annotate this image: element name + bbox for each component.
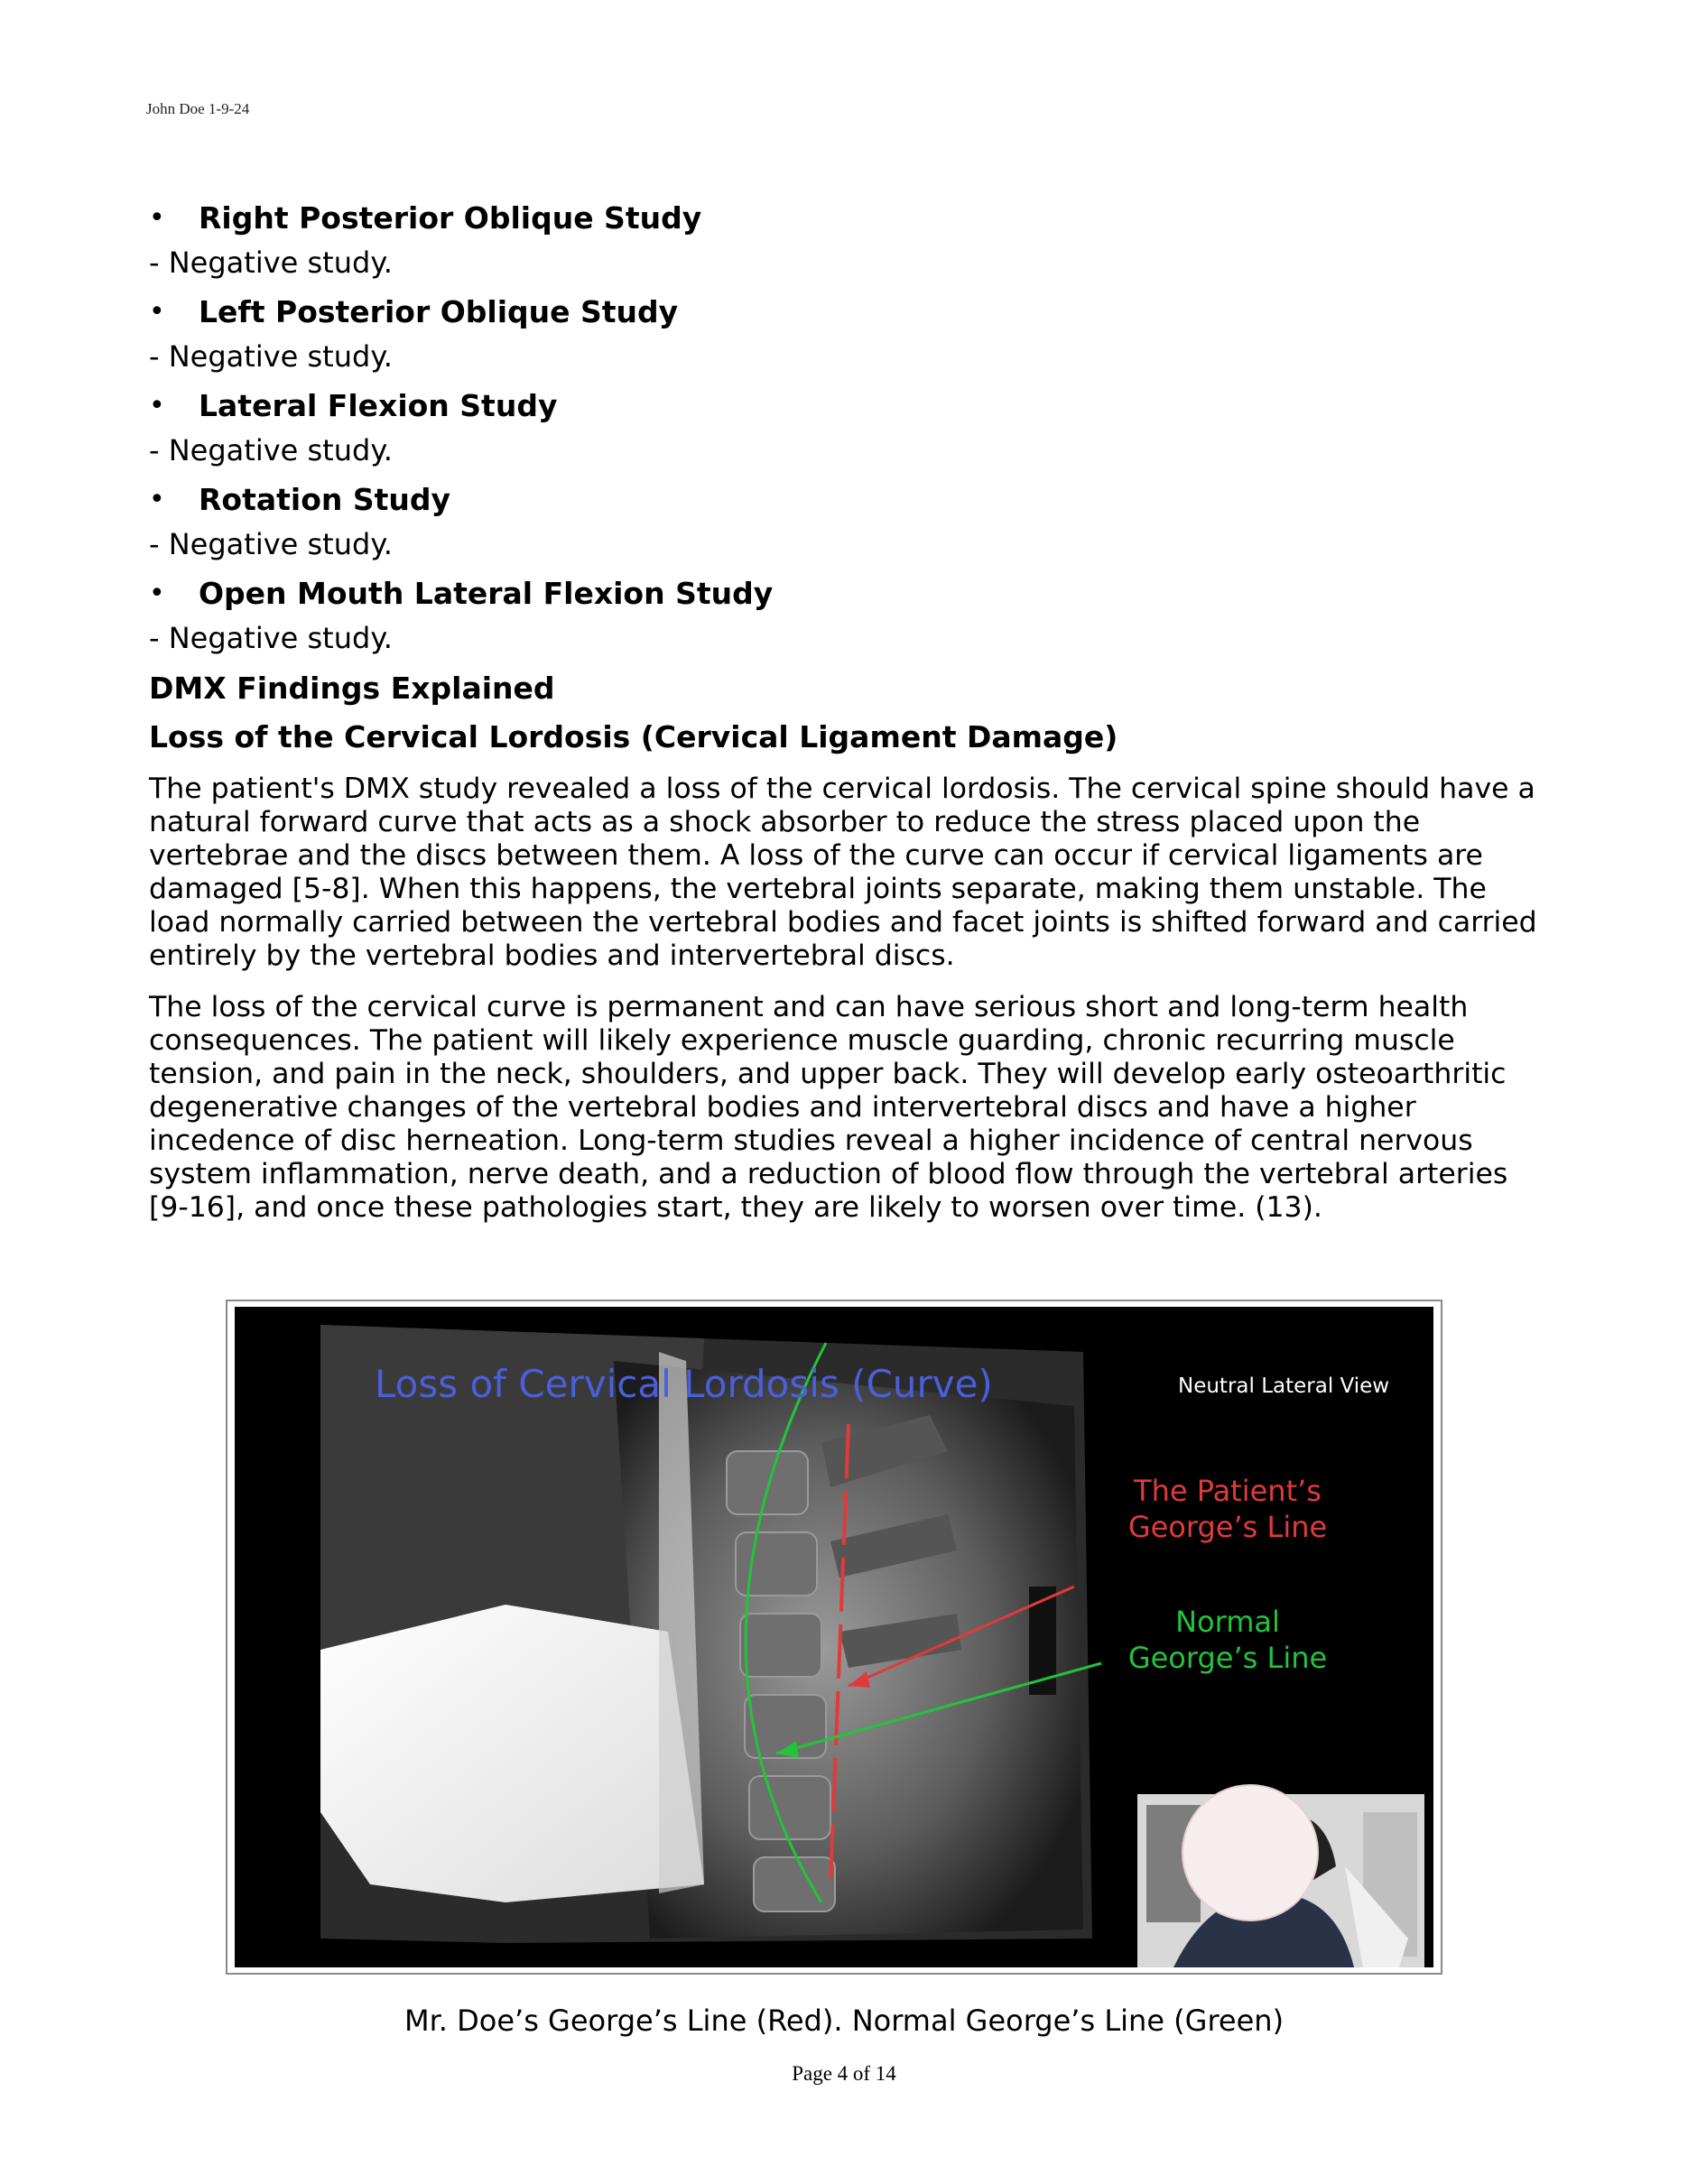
study-item — [149, 197, 1539, 285]
normal-line-label-1: Normal — [1175, 1605, 1280, 1639]
patient-line-label-2: George’s Line — [1127, 1510, 1328, 1544]
patient-line-label-1: The Patient’s — [1134, 1474, 1322, 1508]
study-result: - Negative study. — [149, 621, 393, 655]
study-item — [149, 572, 1539, 661]
bullet-icon: • — [149, 484, 165, 515]
study-title: • Rotation Study — [149, 478, 1539, 522]
webcam-inset — [1137, 1785, 1424, 1967]
body-paragraph: The patient's DMX study revealed a loss of the cervical lordosis. The cervical spine should have a natural forward curve that acts as a shock absorber to reduce the stress placed upon the vertebrae and the discs between them. A loss of the curve can occur if cervical ligaments are damaged [5-8]. When this happens, the vertebral joints separate, making them unstable. The load normally carried between the vertebral bodies and facet joints is shifted forward and carried entirely by the vertebral bodies and intervertebral discs. — [149, 773, 1537, 972]
study-title: • Right Posterior Oblique Study — [149, 197, 1539, 240]
document-body — [149, 193, 1539, 1225]
study-title: • Lateral Flexion Study — [149, 384, 1539, 428]
view-label: Neutral Lateral View — [1178, 1374, 1390, 1398]
figure-title: Loss of Cervical Lordosis (Curve) — [375, 1362, 993, 1406]
figure-caption: Mr. Doe’s George’s Line (Red). Normal George’s Line (Green) — [403, 2004, 1285, 2038]
xray-image — [235, 1307, 1433, 1967]
page-number: Page 4 of 14 — [792, 2062, 896, 2085]
section-subheading: Loss of the Cervical Lordosis (Cervical Ligament Damage) — [149, 719, 1118, 754]
study-title: • Left Posterior Oblique Study — [149, 291, 1539, 334]
body-paragraph: The loss of the cervical curve is permanent and can have serious short and long-term health consequences. The patient will likely experience muscle guarding, chronic recurring muscle tension, and pain in the neck, shoulders, and upper back. They will develop early osteoarthritic degenerative changes of the vertebral bodies and intervertebral discs and have a higher incedence of disc herneation. Long-term studies reveal a higher incidence of central nervous system inflammation, nerve death, and a reduction of blood flow through the vertebral arteries [9-16], and once these pathologies start, they are likely to worsen over time. (13). — [149, 991, 1508, 1224]
study-title: • Open Mouth Lateral Flexion Study — [149, 572, 1539, 615]
study-result: - Negative study. — [149, 339, 393, 374]
study-item — [149, 291, 1539, 379]
document-header: John Doe 1-9-24 — [146, 100, 250, 117]
bullet-icon: • — [149, 390, 165, 421]
study-item — [149, 478, 1539, 567]
bullet-icon: • — [149, 296, 165, 328]
xray-figure — [226, 1300, 1442, 1975]
study-item — [149, 384, 1539, 473]
jaw-region — [320, 1605, 704, 1902]
bullet-icon: • — [149, 578, 165, 609]
section-heading: DMX Findings Explained — [149, 671, 555, 706]
bullet-icon: • — [149, 202, 165, 234]
privacy-blur-circle — [1183, 1785, 1318, 1920]
study-result: - Negative study. — [149, 433, 393, 467]
study-result: - Negative study. — [149, 245, 393, 280]
study-list — [149, 197, 1539, 661]
study-result: - Negative study. — [149, 527, 393, 561]
normal-line-label-2: George’s Line — [1127, 1641, 1328, 1675]
xray-illustration — [235, 1307, 1433, 1967]
